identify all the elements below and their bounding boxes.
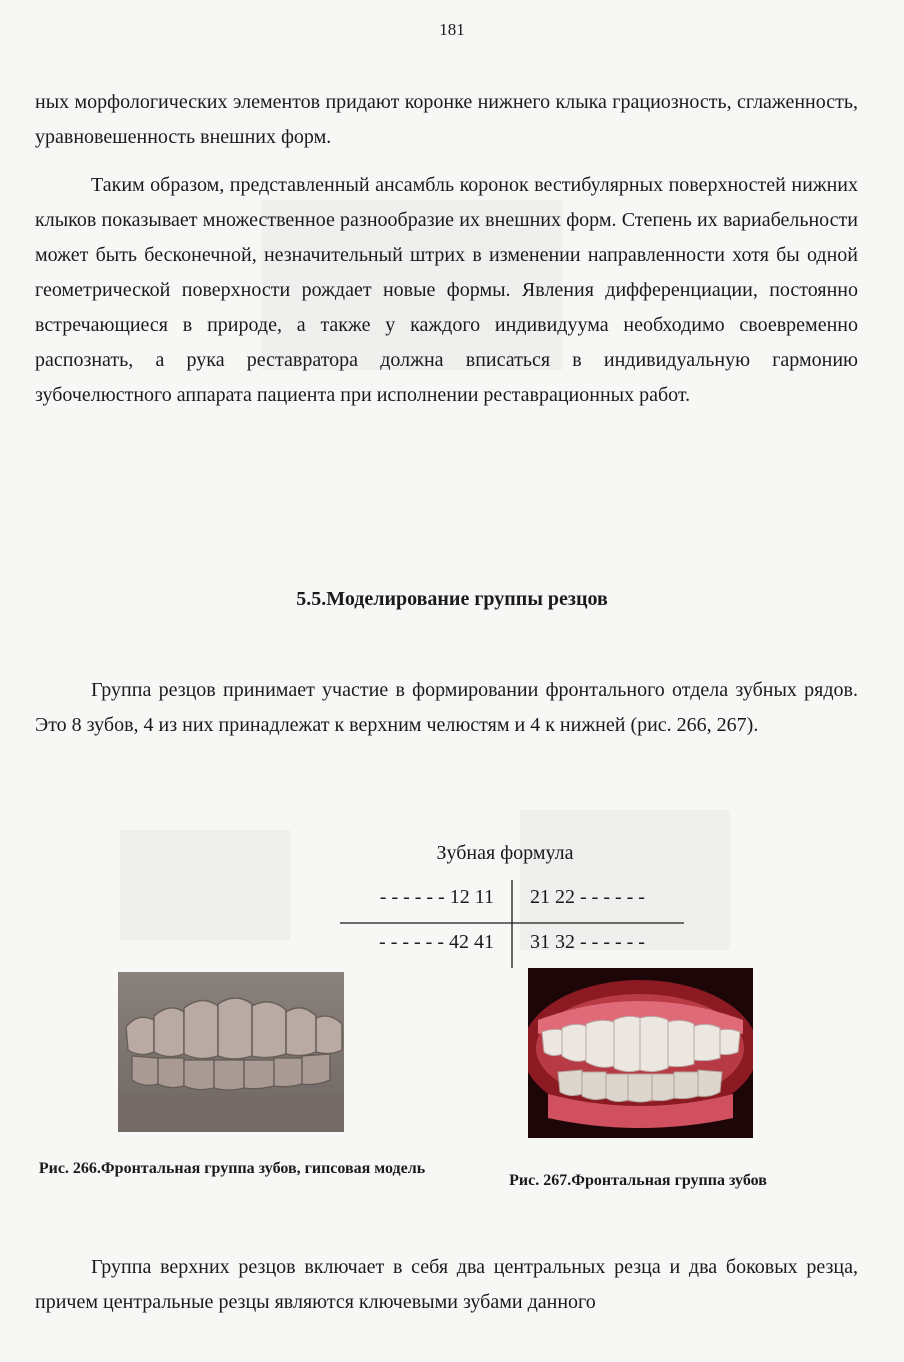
formula-title: Зубная формула <box>436 842 574 864</box>
frontal-teeth-photo <box>528 968 753 1138</box>
plaster-model-photo <box>118 972 344 1132</box>
paragraph: ных морфологических элементов придают коронке нижнего клыка грациозность, сглаженность, уравновешенность внешних форм. <box>35 91 858 148</box>
formula-upper-right: 21 22 - - - - - - <box>530 886 645 908</box>
formula-lower-right: 31 32 - - - - - - <box>530 931 645 953</box>
page-number: 181 <box>439 20 465 39</box>
bleed-through-figure <box>520 810 730 950</box>
paragraph: Таким образом, представленный ансамбль коронок вестибулярных поверхностей нижних клыков показывает множественное разнообразие их внешних форм. Степень их вариабельности может быть бесконечной, незначительный штрих в изменении направленности хотя бы одной геометрической поверхности рождает новые формы. Явления дифференциации, постоянно встречающиеся в природе, а также у каждого индивидуума необходимо своевременно распознать, а рука реставратора должна вписаться в индивидуальную гармонию зубочелюстного аппарата пациента при исполнении реставрационных работ. <box>35 174 858 406</box>
paragraph: Группа верхних резцов включает в себя два центральных резца и два боковых резца, причем центральные резцы являются ключевыми зубами данного <box>35 1256 858 1313</box>
section-heading: 5.5.Моделирование группы резцов <box>296 588 608 610</box>
bleed-through-figure <box>120 830 290 940</box>
paragraph: Группа резцов принимает участие в формировании фронтального отдела зубных рядов. Это 8 зубов, 4 из них принадлежат к верхним челюстям и 4 к нижней (рис. 266, 267). <box>35 679 858 736</box>
formula-lower-left: - - - - - - 42 41 <box>379 931 494 953</box>
formula-upper-left: - - - - - - 12 11 <box>379 886 494 908</box>
figure-266-caption: Рис. 266.Фронтальная группа зубов, гипсовая модель <box>38 1160 426 1177</box>
figure-267-caption: Рис. 267.Фронтальная группа зубов <box>509 1172 767 1189</box>
